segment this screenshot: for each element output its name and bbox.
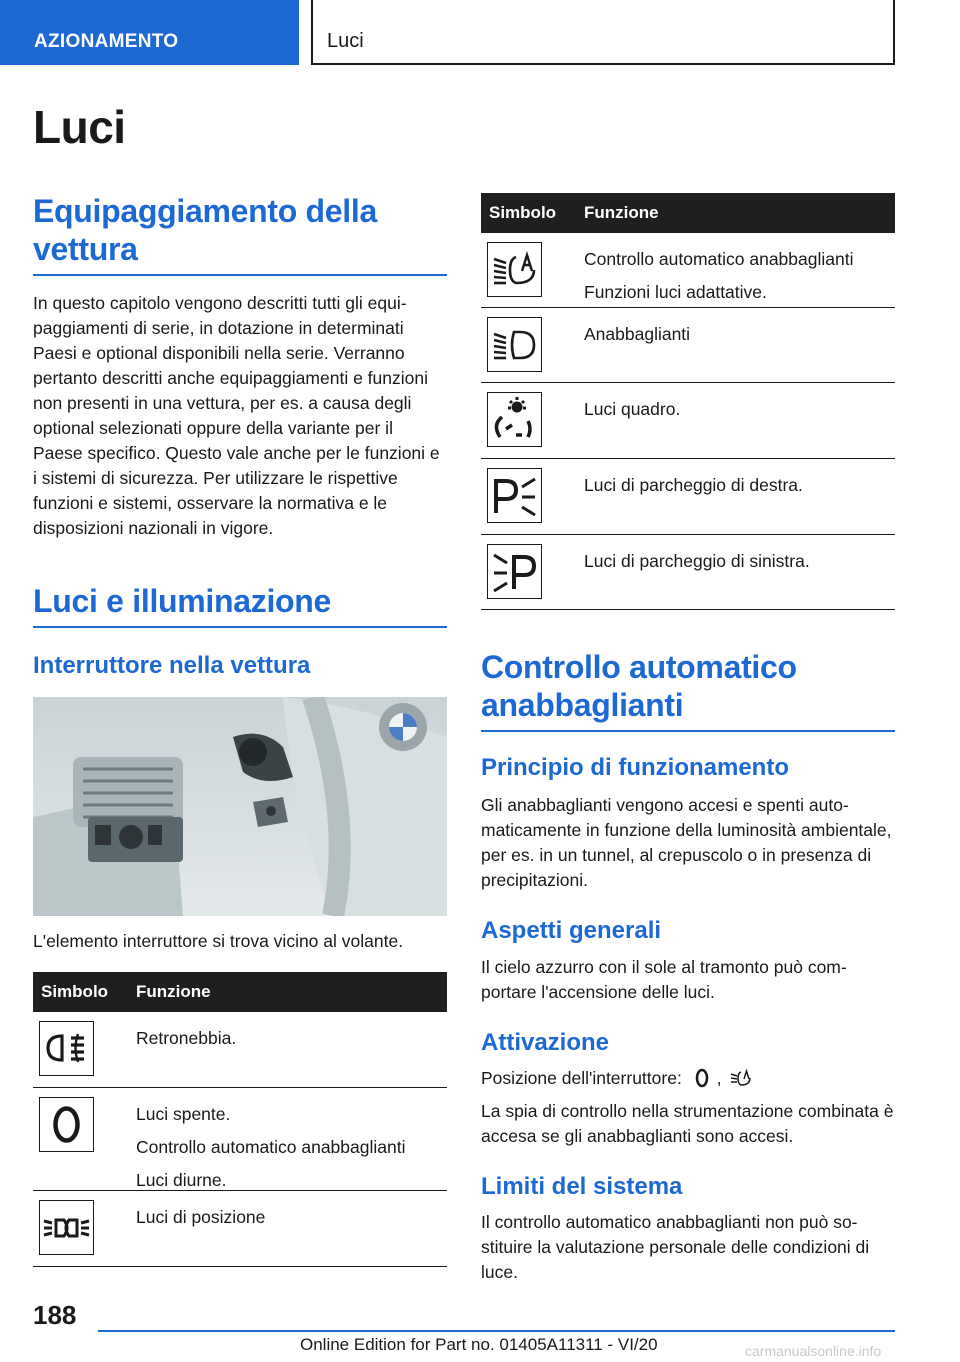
header-symbol: Simbolo	[41, 982, 109, 1001]
equipment-text: In questo capitolo vengono descritti tutti gli equipaggiamenti di serie, in dotazione in determinati Paesi e optional disponibili nella serie. Verranno pertanto descritti anche equipaggiamenti e funzioni non presenti in una vettura, per es. a causa degli optional selezionati oppure della variante per il Paese specifico. Questo vale anche per le funzioni e i sistemi di sicurezza. Per utilizzare le rispettive funzioni e sistemi, osservare la normativa e le disposizioni nazionali in vigore.	[33, 293, 440, 538]
general-text: Il cielo azzurro con il sole al tramonto può comportare l'accensione delle luci.	[481, 957, 847, 1002]
header-function: Funzione	[584, 203, 659, 222]
function-text: Anabbaglianti	[584, 324, 691, 344]
heading-limits: Limiti del sistema	[481, 1173, 683, 1200]
heading-auto-low-beam: Controllo automatico anabbaglianti	[481, 648, 895, 732]
photo-caption: L'elemento interruttore si trova vicino al volante.	[33, 931, 404, 951]
symbol-table-left	[33, 972, 447, 1267]
table-row	[33, 1191, 447, 1267]
heading-activation: Attivazione	[481, 1029, 610, 1056]
function-text: Luci quadro.	[584, 399, 681, 419]
parking-lights-icon	[39, 1200, 94, 1255]
lights-off-icon	[39, 1097, 94, 1152]
header-symbol: Simbolo	[489, 203, 557, 222]
right-parking-light-icon	[487, 468, 542, 523]
symbol-table-right	[481, 193, 895, 610]
function-text: Luci spente. Controllo automatico anabbaglianti Luci diurne.	[136, 1104, 406, 1190]
header-function: Funzione	[136, 982, 211, 1001]
table-row	[481, 383, 895, 459]
auto-low-beam-icon	[487, 242, 542, 297]
heading-principle: Principio di funzionamento	[481, 754, 789, 781]
table-row	[33, 1012, 447, 1088]
activation-text: La spia di controllo nella strumentazione combinata è accesa se gli anabbaglianti sono accesi.	[481, 1101, 894, 1146]
lights-off-icon	[691, 1067, 713, 1089]
function-text: Controllo automatico anabbaglianti Funzioni luci adattative.	[584, 249, 854, 302]
chapter-tab: Luci	[311, 0, 895, 65]
function-text: Luci di parcheggio di destra.	[584, 475, 803, 495]
activation-prefix: Posizione dell'interruttore:	[481, 1068, 682, 1088]
page-title: Luci	[33, 101, 126, 153]
edition-text: Online Edition for Part no. 01405A11311 - VI/20	[300, 1335, 658, 1354]
low-beam-icon	[487, 317, 542, 372]
table-header	[481, 193, 895, 233]
limits-text: Il controllo automatico anabbaglianti non può sostituire la valutazione personale delle condizioni di luce.	[481, 1212, 870, 1282]
heading-lights: Luci e illuminazione	[33, 582, 447, 628]
table-row	[481, 535, 895, 610]
page-number: 188	[33, 1300, 77, 1330]
left-parking-light-icon	[487, 544, 542, 599]
heading-equipment: Equipaggiamento della vettura	[33, 192, 447, 276]
watermark: carmanualsonline.info	[745, 1343, 882, 1359]
table-header	[33, 972, 447, 1012]
table-row	[33, 1088, 447, 1191]
function-text: Luci di parcheggio di sinistra.	[584, 551, 810, 571]
auto-low-beam-icon	[730, 1067, 752, 1089]
activation-separator: ,	[716, 1068, 722, 1088]
function-text: Retronebbia.	[136, 1028, 237, 1048]
function-text: Luci di posizione	[136, 1207, 266, 1227]
instrument-lighting-icon	[487, 392, 542, 447]
heading-general: Aspetti generali	[481, 917, 662, 944]
heading-switch: Interruttore nella vettura	[33, 652, 311, 679]
footer-divider	[98, 1330, 895, 1332]
dashboard-illustration	[33, 697, 447, 916]
switch-photo	[33, 697, 447, 916]
principle-text: Gli anabbaglianti vengono accesi e spenti automaticamente in funzione della luminosità ambientale, per es. in un tunnel, al crepuscolo o in presenza di precipitazioni.	[481, 795, 892, 890]
table-row	[481, 308, 895, 383]
table-row	[481, 233, 895, 308]
activation-position	[481, 1066, 895, 1091]
table-row	[481, 459, 895, 535]
rear-fog-light-icon	[39, 1021, 94, 1076]
section-tab: AZIONAMENTO	[0, 0, 299, 65]
